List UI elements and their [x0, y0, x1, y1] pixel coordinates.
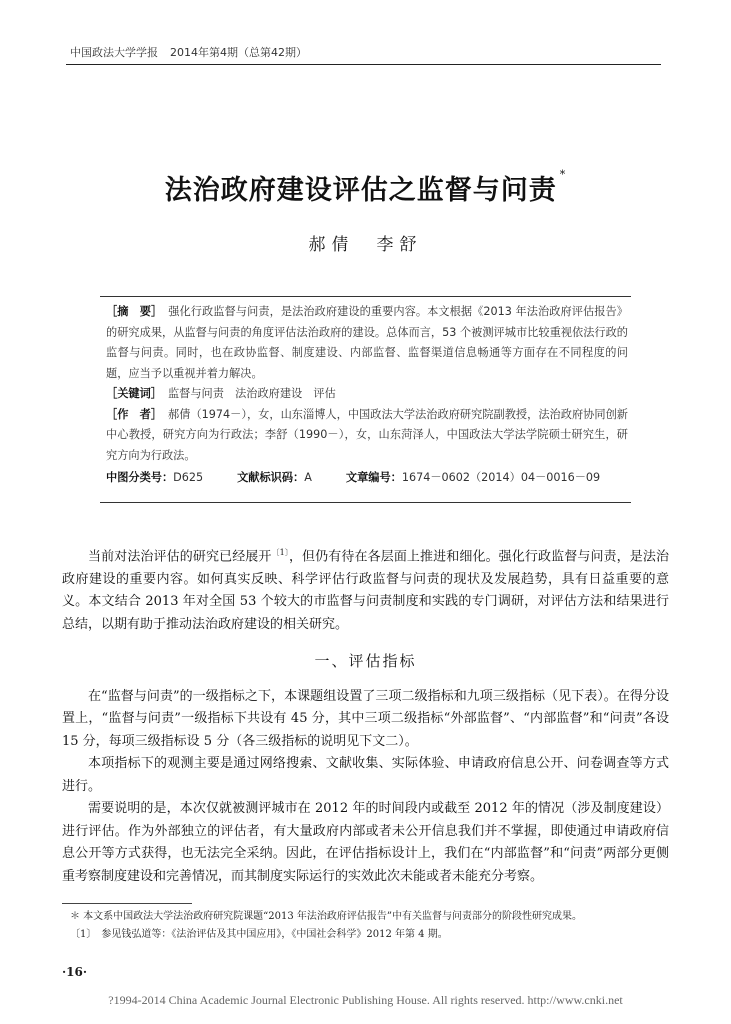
section-heading: 一、评估指标	[314, 652, 417, 671]
article-title	[0, 168, 731, 207]
title-text: 法治政府建设评估之监督与问责	[164, 175, 557, 206]
author-line	[0, 230, 731, 255]
body-paragraph: 在“监督与问责”的一级指标之下，本课题组设置了三项二级指标和九项三级指标（见下表）。在得分设置上，“监督与问责”一级指标下共设有 45 分，其中三项二级指标“外部监督”、“内部监督”和“问责”各设 15 分，每项三级指标设 5 分（各三级指标的说明见下文二）。	[62, 688, 669, 749]
author-info-paragraph	[106, 405, 628, 467]
clc-value: D625	[173, 471, 204, 484]
page-number: ·16·	[62, 965, 88, 979]
article-no-value: 1674－0602（2014）04－0016－09	[401, 471, 601, 484]
author-name: 李舒	[376, 235, 423, 255]
copyright-line: ?1994-2014 China Academic Journal Electronic Publishing House. All rights reserved. http://www.cnki.net	[108, 993, 623, 1007]
footnotes	[70, 908, 670, 944]
abstract-paragraph	[106, 302, 628, 384]
article-body	[62, 542, 669, 888]
doc-code-label: 文献标识码：	[237, 471, 305, 484]
author-info-label: ［作 者］	[106, 407, 163, 421]
keywords-label: ［关键词］	[106, 387, 162, 400]
issue-info: 2014年第4期（总第42期）	[170, 46, 307, 59]
classification-line	[106, 468, 628, 489]
header-rule	[66, 64, 661, 65]
keywords-paragraph	[106, 384, 628, 405]
title-footnote-mark: *	[559, 168, 567, 181]
doc-code-value: A	[304, 471, 312, 484]
abstract-text: 强化行政监督与问责，是法治政府建设的重要内容。本文根据《2013 年法治政府评估报告》的研究成果，从监督与问责的角度评估法治政府的建设。总体而言，53 个被测评城市比较重视依法行政的监督与问责。同时，也在政协监督、制度建设、内部监督、监督渠道信息畅通等方面存在不同程度的问题，应当予以重视并着力解决。	[106, 305, 628, 380]
intro-text-a: 当前对法治评估的研究已经展开	[88, 549, 272, 565]
footnote-reference: 〔1〕 参见钱弘道等：《法治评估及其中国应用》，《中国社会科学》2012 年第 4 期。	[70, 929, 448, 940]
footnote-funding: ＊ 本文系中国政法大学法治政府研究院课题“2013 年法治政府评估报告”中有关监督与问责部分的阶段性研究成果。	[70, 911, 583, 922]
intro-text-b: ，但仍有待在各层面上推进和细化。强化行政监督与问责，是法治政府建设的重要内容。如何真实反映、科学评估行政监督与问责的现状及发展趋势，具有日益重要的意义。本文结合 2013 年对全国 53 个较大的市监督与问责制度和实践的专门调研，对评估方法和结果进行总结，以期有助于推动法治政府建设的相关研究。	[62, 549, 669, 632]
abstract-bottom-rule	[100, 502, 631, 503]
article-no-label: 文章编号：	[345, 471, 402, 484]
footnote-rule	[62, 903, 192, 904]
author-info-text: 郝倩（1974－），女，山东淄博人，中国政法大学法治政府研究院副教授，法治政府协同创新中心教授，研究方向为行政法；李舒（1990－），女，山东菏泽人，中国政法大学法学院硕士研究生，研究方向为行政法。	[106, 407, 628, 462]
clc-label: 中图分类号：	[106, 471, 174, 484]
abstract-label: ［摘 要］	[106, 305, 163, 318]
keywords-text: 监督与问责 法治政府建设 评估	[167, 387, 336, 400]
running-header	[70, 44, 307, 60]
intro-paragraph	[62, 542, 669, 636]
citation-ref: 〔1〕	[271, 548, 289, 557]
journal-name: 中国政法大学学报	[70, 46, 158, 59]
author-name: 郝倩	[308, 235, 355, 255]
abstract-top-rule	[100, 296, 631, 297]
abstract-block	[106, 302, 628, 489]
body-paragraph: 需要说明的是，本次仅就被测评城市在 2012 年的时间段内或截至 2012 年的情况（涉及制度建设）进行评估。作为外部独立的评估者，有大量政府内部或者未公开信息我们并不掌握，即使通过申请政府信息公开等方式获得，也无法完全采纳。因此，在评估指标设计上，我们在“内部监督”和“问责”两部分更侧重考察制度建设和完善情况，而其制度实际运行的实效此次未能或者未能充分考察。	[62, 801, 669, 884]
body-paragraph: 本项指标下的观测主要是通过网络搜索、文献收集、实际体验、申请政府信息公开、问卷调查等方式进行。	[62, 756, 669, 794]
